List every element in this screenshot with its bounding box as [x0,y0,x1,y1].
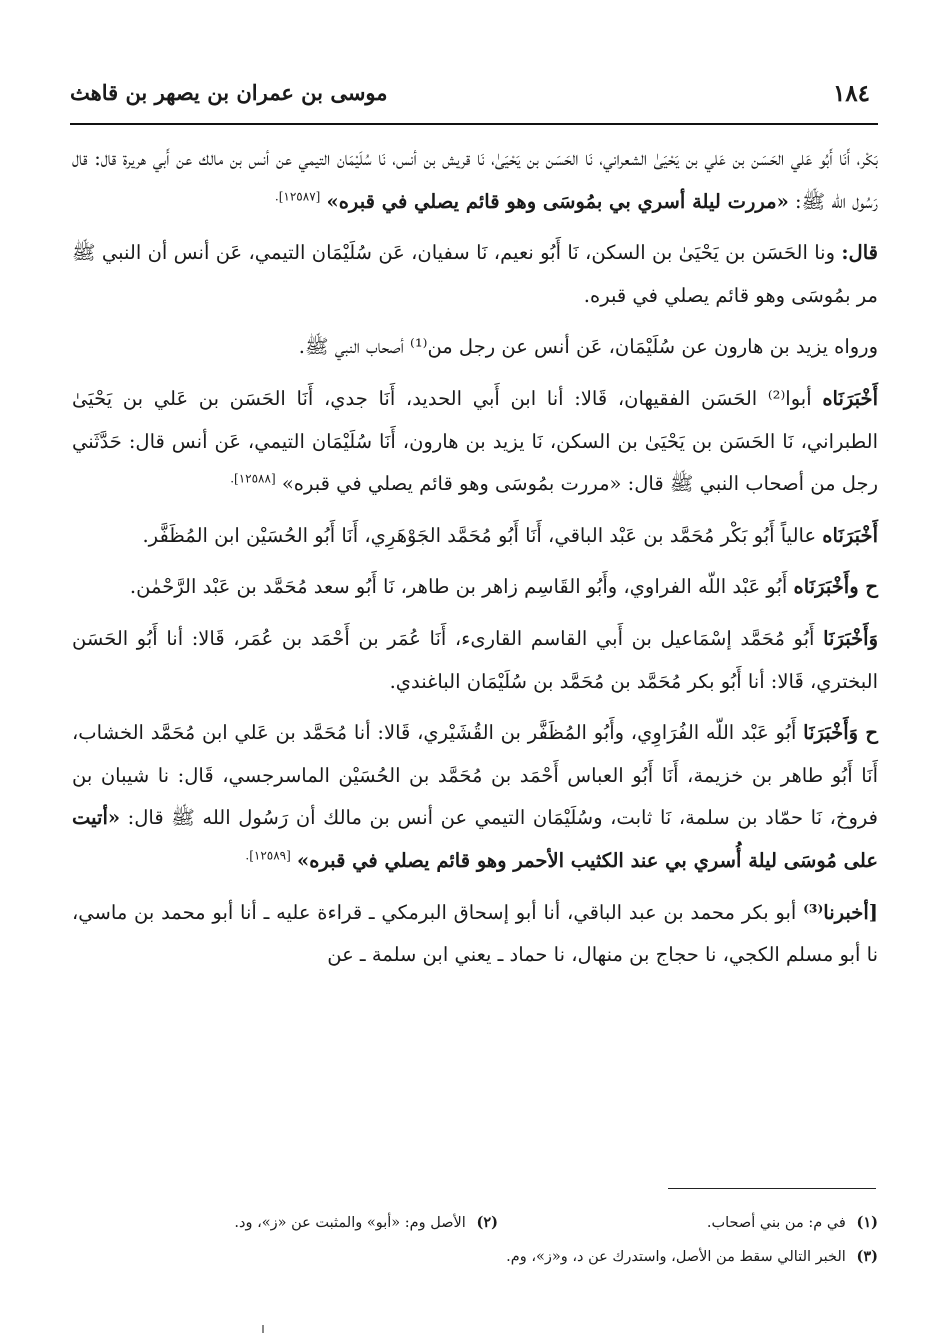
hadith-number: [١٢٥٨٩]. [245,848,291,863]
paragraph-text: أَبُو عَبْد اللّه الفُرَاوِي، وأَبُو المُظَفَّر بن القُشَيْري، قَالا: أنا مُحَمَّد بن عَلي ابن مُحَمَّد الخشاب، أَنَا أَبُو طاهر بن خزيمة، أَنَا أَبُو العباس أَحْمَد بن مُحَمَّد بن الحُسَيْن الماسرجسي، قَال: نا شيبان بن فروخ، نَا حمّاد بن سلمة، نَا ثابت، وسُلَيْمَان التيمي عن أنس بن مالك أن رَسُول الله ﷺ قال: [72,721,878,830]
hadith-quote: «مررت ليلة أسري بي بمُوسَى وهو قائم يصلي في قبره» [326,189,789,213]
paragraph-text: أَبُو مُحَمَّد إسْمَاعيل بن أَبي القاسم القارىء، أَنَا عُمَر بن أَحْمَد بن عُمَر، قَالا: أنا أَبُو الحَسَن البختري، قَالا: أنا أَبُو بكر مُحَمَّد بن مُحَمَّد بن سُلَيْمَان الباغندي. [72,626,878,693]
main-text [72,138,878,986]
paragraph-text: عالياً أَبُو بَكْر مُحَمَّد بن عَبْد الباقي، أَنَا أَبُو مُحَمَّد الجَوْهَرِي، أَنَا أَبُو الحُسَيْن ابن المُظَفَّر. [142,523,817,547]
hadith-quote: «أتيت على مُوسَى ليلة أُسري بي عند الكثيب الأحمر وهو قائم يصلي في قبره» [72,806,878,872]
paragraph-lead: [أخبرنا⁽³⁾ [803,900,878,924]
footnote-text: الخبر التالي سقط من الأصل، واستدرك عن د، و«ز»، وم. [506,1249,846,1265]
paragraph-text: أَبُو عَبْد اللّه الفراوي، وأَبُو القَاسِم زاهر بن طاهر، نَا أَبُو سعد مُحَمَّد بن عَبْد الرَّحْمٰن. [129,575,788,599]
paragraph [72,138,878,223]
scan-mark [262,1325,264,1333]
hadith-number: [١٢٥٨٧]. [274,189,321,204]
hadith-number: [١٢٥٨٨]. [230,471,276,486]
paragraph [72,515,878,558]
paragraph-text: أبو بكر محمد بن عبد الباقي، أنا أبو إسحاق البرمكي ـ قراءة عليه ـ أنا أبو محمد بن ماسي، نا أبو مسلم الكجي، نا حجاج بن منهال، نا حماد ـ يعني ابن سلمة ـ عن [72,900,878,967]
footnote-row [150,1240,878,1274]
paragraph-lead: أَخْبَرَنَاه [822,386,879,410]
footnote-rule [668,1188,876,1189]
running-title: موسى بن عمران بن يصهر بن قاهث [70,80,388,105]
paragraph-text: ورواه يزيد بن هارون عن سُلَيْمَان، عَن أنس عن رجل من⁽¹⁾ أصحاب النبي ﷺ. [298,335,878,359]
footnote-number: (٣) [856,1248,878,1265]
paragraph [72,378,878,506]
paragraph-text: ونا الحَسَن بن يَحْيَىٰ بن السكن، نَا أَبُو نعيم، نَا سفيان، عَن سُلَيْمَان التيمي، عَن أنس أن النبي ﷺ مر بمُوسَى وهو قائم يصلي في قبره. [72,241,878,307]
paragraph [72,618,878,703]
paragraph [72,566,878,609]
footnote-number: (١) [856,1214,878,1231]
footnote [707,1206,878,1240]
paragraph-lead: ح وَأَخْبَرَنَا [803,721,878,745]
page-header [70,78,870,122]
paragraph [72,232,878,317]
paragraph-text: بَكْر، أَنَا أَبُو عَلي الحَسَن بن عَلي بن يَحْيَىٰ الشعراني، نَا الحَسَن بن يَحْيَىٰ، نَا قريش بن أنس، نَا سُلَيْمَان التيمي عن أنس بن مالك عن أَبي هريرة قال: قال رَسُول الله ﷺ: [72,147,878,213]
page-number: ١٨٤ [832,80,870,107]
paragraph-lead: وَأَخْبَرَنَا [823,626,879,650]
paragraph [72,892,878,977]
header-rule [70,123,878,125]
paragraph-text: أبوا⁽²⁾ الحَسَن الفقيهان، قَالا: أنا ابن أَبي الحديد، أَنَا جدي، أَنَا الحَسَن بن عَلي بن يَحْيَىٰ الطبراني، نَا الحَسَن بن يَحْيَىٰ بن السكن، نَا يزيد بن هارون، أَنَا سُلَيْمَان التيمي، عَن أنس قال: حَدَّثَني رجل من أصحاب النبي ﷺ قال: «مررت بمُوسَى وهو قائم يصلي في قبره» [72,386,878,496]
paragraph-lead: أَخْبَرَنَاه [822,523,878,547]
footnote [234,1206,498,1240]
footnote-number: (٢) [476,1214,498,1231]
footnote [506,1240,878,1274]
footnotes [150,1206,878,1274]
paragraph [72,712,878,882]
paragraph-lead: قال: [841,241,878,265]
footnote-text: في م: من بني أصحاب. [706,1215,846,1231]
footnote-text: الأصل وم: «أبو» والمثبت عن «ز»، ود. [234,1215,466,1231]
paragraph [72,326,878,369]
footnote-row [150,1206,878,1240]
paragraph-lead: ح وأَخْبَرَنَاه [793,575,878,599]
